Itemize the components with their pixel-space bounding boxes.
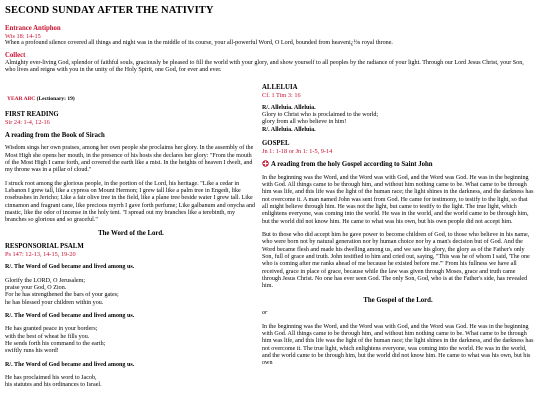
- psalm-stanza-2-line: with the best of wheat he fills you.: [5, 333, 90, 340]
- psalm-stanza-3-line: his statutes and his ordinances to Israel.: [5, 382, 102, 389]
- header-section: [5, 5, 535, 74]
- gospel-paragraph-1: In the beginning was the Word, and the Word was with God, and the Word was God. He was in the beginning with God. All things came to be through him, and without him nothing came to be. What came to be through him was life, and this life was the light of the human race; the light shines in the darkness, and the darkness has not overcome it. A man named John was sent from God. He came for testimony, to testify to the light, so that all might believe through him. He was not the light, but came to testify to the light. The true light, which enlightens everyone, was coming into the world. He was in the world, and the world came to be through him, but the world did not know him. He came to what was his own, but his own people did not accept him.: [262, 174, 534, 225]
- gospel-ref: Jn 1: 1-18 or Jn 1: 1-5, 9-14: [262, 147, 333, 155]
- alleluia-ref: Cf. 1 Tim 3: 16: [262, 91, 301, 99]
- lectionary-label: (Lectionary: 19): [36, 96, 75, 102]
- psalm-stanza-1-line: he has blessed your children within you.: [5, 299, 104, 306]
- alleluia-response: R/. Alleluia. Alleluia.: [262, 104, 316, 111]
- psalm-response: R/. The Word of God became and lived among us.: [5, 361, 135, 368]
- first-reading-paragraph-2: I struck root among the glorious people, in the portion of the Lord, his heritage. "Like a cedar in Lebanon I grew tall, like a cypress on Mount Hermon; I grew tall like a palm tree in Engedi, like rosebushes in Jericho; Like a fair olive tree in the field, like a plane tree beside water I grew tall. Like cinnamon and fragrant cane, like precious myrrh I gave forth perfume; Like galbanum and onycha and mastic, like the odor of incense in the holy tent. "I spread out my branches like a terebinth, my branches so glorious and so graceful.": [5, 180, 256, 224]
- or-label: or: [262, 310, 268, 317]
- psalm-label: RESPONSORIAL PSALM: [5, 243, 84, 251]
- psalm-stanza-1-line: For he has strengthened the bars of your gates;: [5, 292, 119, 299]
- page-title: SECOND SUNDAY AFTER THE NATIVITY: [5, 5, 214, 16]
- psalm-stanza-1-line: praise your God, O Zion.: [5, 284, 67, 291]
- gospel-label: GOSPEL: [262, 140, 290, 148]
- psalm-stanza-2-line: He has granted peace in your borders;: [5, 326, 98, 333]
- psalm-response: R/. The Word of God became and lived among us.: [5, 264, 135, 271]
- gospel-closing: The Gospel of the Lord.: [363, 296, 433, 304]
- first-reading-ref: Sir 24: 1-4, 12-16: [5, 118, 50, 126]
- gospel-paragraph-3: In the beginning was the Word, and the Word was with God, and the Word was God. He was in the beginning with God. All things came to be through him, and without him nothing came to be. What came to be through him was life, and this life was the light of the human race; the light shines in the darkness, and the darkness has not overcome it. The true light, which enlightens everyone, was coming into the world. He was in the world, and the world came to be through him, but the world did not know him. He came to what was his own, but his own: [262, 323, 534, 367]
- gospel-heading-row: [262, 160, 534, 169]
- alleluia-label: ALLELUIA: [262, 84, 298, 91]
- alleluia-line: Glory to Christ who is proclaimed to the world;: [262, 112, 379, 119]
- first-reading-closing: The Word of the Lord.: [98, 229, 164, 237]
- alleluia-response: R/. Alleluia. Alleluia.: [262, 126, 316, 133]
- first-reading-heading: A reading from the Book of Sirach: [5, 131, 105, 139]
- psalm-ref: Ps 147: 12-13, 14-15, 19-20: [5, 251, 76, 259]
- antiphon-ref: Wis 18: 14-15: [5, 32, 41, 40]
- psalm-stanza-2-line: He sends forth his command to the earth;: [5, 340, 106, 347]
- right-column: [262, 84, 534, 368]
- collect-text: Almighty ever-living God, splendor of faithful souls, graciously be pleased to fill the world with your glory, and show yourself to all peoples by the radiance of your light. Through our Lord Jesus Christ, your Son, who lives and reigns with you in the unity of the Holy Spirit, one God, for ever and ever.: [5, 59, 524, 74]
- first-reading-label: FIRST READING: [5, 111, 59, 118]
- year-label: YEAR ABC (Lectionary: 19): [7, 96, 75, 102]
- gospel-paragraph-2: But to those who did accept him he gave power to become children of God, to those who believe in his name, who were born not by natural generation nor by human choice nor by a man's decision but of God. And the Word became flesh and made his dwelling among us, and we saw his glory, the glory as of the Father's only Son, full of grace and truth. John testified to him and cried out, saying, "This was he of whom I said, 'The one who is coming after me ranks ahead of me because he existed before me.'" From his fullness we have all received, grace in place of grace, because while the law was given through Moses, grace and truth came through Jesus Christ. No one has ever seen God. The only Son, God, who is at the Father's side, has revealed him.: [262, 231, 530, 290]
- antiphon-text: When a profound silence covered all things and night was in the middle of its course, your all-powerful Word, O Lord, bounded from heaveni¿½s royal throne.: [5, 39, 393, 46]
- psalm-stanza-2-line: swiftly runs his word!: [5, 348, 59, 355]
- cross-icon: [262, 160, 269, 167]
- collect-label: Collect: [5, 52, 26, 60]
- psalm-response: R/. The Word of God became and lived among us.: [5, 312, 135, 319]
- psalm-stanza-3-line: He has proclaimed his word to Jacob,: [5, 375, 97, 381]
- gospel-heading: A reading from the holy Gospel according to Saint John: [271, 160, 433, 168]
- left-column: [5, 96, 257, 390]
- psalm-stanza-1-line: Glorify the LORD, O Jerusalem;: [5, 277, 86, 284]
- first-reading-paragraph-1: Wisdom sings her own praises, among her own people she proclaims her glory. In the assembly of the Most High she opens her mouth, in the presence of his hosts she declares her glory: "From the mouth of the Most High I came forth, and covered the earth like a mist. In the heights of heaven I dwelt, and my throne was in a pillar of cloud.": [5, 145, 254, 174]
- alleluia-line: glory from all who believe in him!: [262, 119, 347, 126]
- antiphon-label: Entrance Antiphon: [5, 25, 61, 32]
